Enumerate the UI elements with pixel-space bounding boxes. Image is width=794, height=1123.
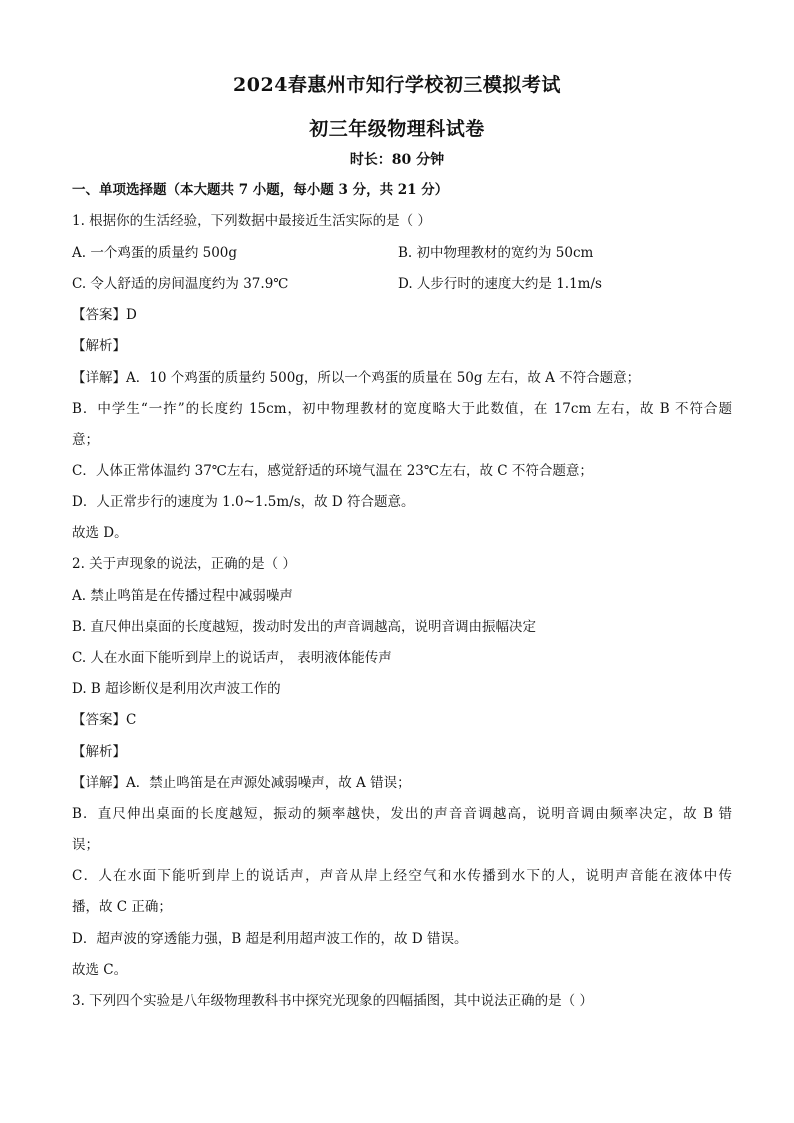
q2-detail-c-cont: 播，故 C 正确； <box>72 899 172 915</box>
q1-analysis-label: 【解析】 <box>72 338 126 354</box>
section-heading: 一、单项选择题（本大题共 7 小题，每小题 3 分，共 21 分） <box>72 182 449 198</box>
q3-stem: 3. 下列四个实验是八年级物理教科书中探究光现象的四幅插图，其中说法正确的是（ ） <box>72 993 593 1009</box>
q1-answer: 【答案】D <box>72 307 137 323</box>
q2-option-d: D. B 超诊断仪是利用次声波工作的 <box>72 681 281 697</box>
q2-option-c: C. 人在水面下能听到岸上的说话声， 表明液体能传声 <box>72 650 392 666</box>
q1-option-b: B. 初中物理教材的宽约为 50cm <box>398 245 594 261</box>
q1-option-d: D. 人步行时的速度大约是 1.1m/s <box>398 276 602 292</box>
q2-analysis-label: 【解析】 <box>72 744 126 760</box>
q1-option-c: C. 令人舒适的房间温度约为 37.9℃ <box>72 276 289 292</box>
q2-conclusion: 故选 C。 <box>72 962 128 978</box>
q2-answer: 【答案】C <box>72 712 137 728</box>
q1-option-a: A. 一个鸡蛋的质量约 500g <box>72 245 238 261</box>
exam-title: 2024春惠州市知行学校初三模拟考试 <box>233 74 561 96</box>
q1-detail-b: B．中学生“一拃”的长度约 15cm，初中物理教材的宽度略大于此数值，在 17cm 左右，故 B 不符合题 <box>72 401 732 417</box>
q1-detail-c: C．人体正常体温约 37℃左右，感觉舒适的环境气温在 23℃左右，故 C 不符合题意； <box>72 463 593 479</box>
q2-detail-b-cont: 误； <box>72 837 99 853</box>
q1-stem: 1. 根据你的生活经验，下列数据中最接近生活实际的是（ ） <box>72 213 431 229</box>
q1-detail-b-cont: 意； <box>72 432 99 448</box>
q2-detail-c: C．人在水面下能听到岸上的说话声，声音从岸上经空气和水传播到水下的人，说明声音能在液体中传 <box>72 868 732 884</box>
exam-duration: 时长：80 分钟 <box>349 152 445 168</box>
q2-option-b: B. 直尺伸出桌面的长度越短，拨动时发出的声音调越高，说明音调由振幅决定 <box>72 619 537 635</box>
q1-detail-d: D．人正常步行的速度为 1.0~1.5m/s，故 D 符合题意。 <box>72 494 415 510</box>
q2-detail-a: 【详解】A．禁止鸣笛是在声源处减弱噪声，故 A 错误； <box>72 775 411 791</box>
q2-detail-b: B．直尺伸出桌面的长度越短，振动的频率越快，发出的声音音调越高，说明音调由频率决定，故 B 错 <box>72 806 732 822</box>
q1-conclusion: 故选 D。 <box>72 525 128 541</box>
q2-detail-d: D．超声波的穿透能力强，B 超是利用超声波工作的，故 D 错误。 <box>72 931 468 947</box>
exam-subtitle: 初三年级物理科试卷 <box>309 118 485 140</box>
q1-detail-a: 【详解】A．10 个鸡蛋的质量约 500g，所以一个鸡蛋的质量在 50g 左右，故 A 不符合题意； <box>72 370 641 386</box>
q2-option-a: A. 禁止鸣笛是在传播过程中减弱噪声 <box>72 588 293 604</box>
q2-stem: 2. 关于声现象的说法，正确的是（ ） <box>72 556 296 572</box>
